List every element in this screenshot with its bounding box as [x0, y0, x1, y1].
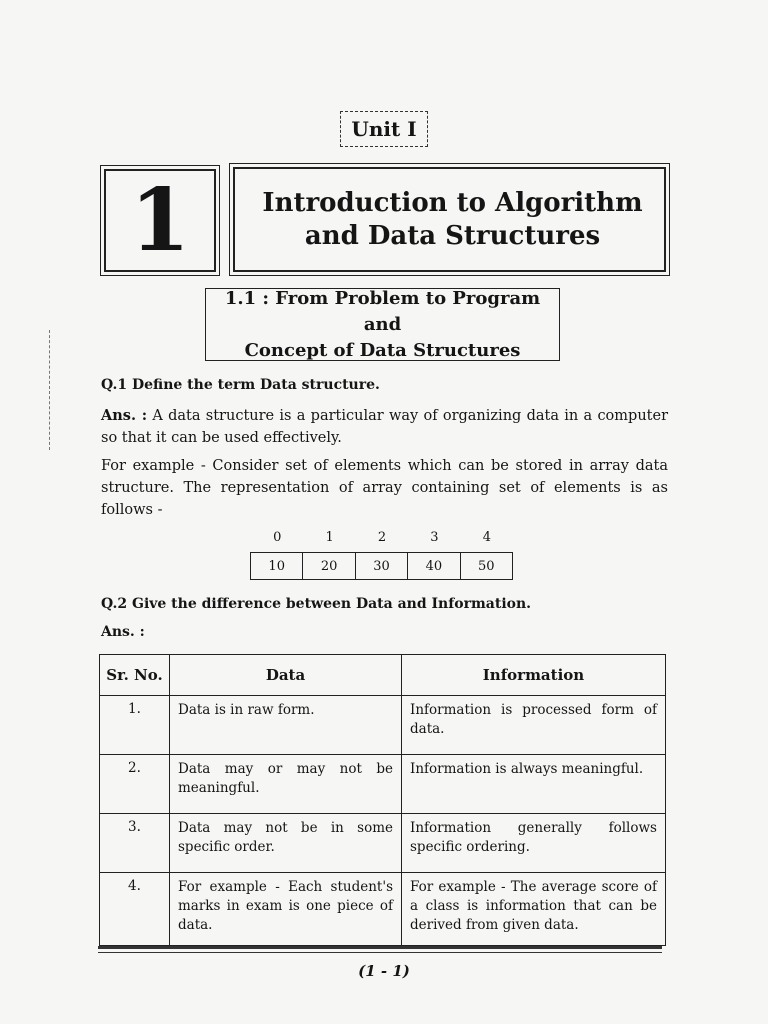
array-index: 3 [430, 530, 439, 545]
sr-no-cell: 2. [100, 755, 170, 814]
unit-label: Unit I [340, 111, 428, 147]
table-header: Sr. No. [100, 655, 170, 696]
array-index: 4 [482, 530, 491, 545]
array-cell: 50 [460, 553, 512, 580]
information-cell: Information is always meaningful. [402, 755, 666, 814]
data-cell: For example - Each student's marks in exam is one piece of data. [170, 873, 402, 946]
information-cell: Information is processed form of data. [402, 696, 666, 755]
chapter-title-line1: Introduction to Algorithm [262, 187, 643, 218]
footer-rule-thin [98, 952, 662, 953]
array-indices [251, 530, 513, 545]
sr-no-cell: 3. [100, 814, 170, 873]
array-index: 1 [325, 530, 334, 545]
array-cell: 20 [303, 553, 355, 580]
footer-rule-thick [98, 946, 662, 949]
section-heading [205, 288, 560, 361]
chapter-title-line2: and Data Structures [304, 220, 601, 251]
example-paragraph: For example - Consider set of elements which can be stored in array data structure. The representation of array containing set of elements is as follows - [101, 458, 668, 518]
chapter-title-box [229, 163, 670, 276]
array-index: 2 [377, 530, 387, 545]
question-2: Q.2 Give the difference between Data and Information. [101, 596, 532, 612]
answer-1-paragraph [101, 405, 668, 449]
section-heading-line2: Concept of Data Structures [244, 339, 521, 361]
table-row [100, 814, 666, 873]
answer-2-label: Ans. : [101, 624, 145, 640]
table-row [100, 755, 666, 814]
array-cell: 10 [251, 553, 303, 580]
information-cell: For example - The average score of a class is information that can be derived from given data. [402, 873, 666, 946]
array-diagram [250, 552, 513, 580]
array-row [251, 553, 513, 580]
sr-no-cell: 4. [100, 873, 170, 946]
table-row [100, 696, 666, 755]
chapter-number: 1 [104, 169, 216, 272]
array-index: 0 [273, 530, 282, 545]
table-row [100, 873, 666, 946]
question-1: Q.1 Define the term Data structure. [101, 377, 380, 393]
comparison-table [99, 654, 666, 946]
chapter-number-box [100, 165, 220, 276]
table-header-row [100, 655, 666, 696]
answer-1-label: Ans. : [101, 407, 148, 424]
array-cell: 40 [408, 553, 460, 580]
answer-1-text: A data structure is a particular way of organizing data in a computer so that it can be used effectively. [101, 408, 668, 446]
data-cell: Data is in raw form. [170, 696, 402, 755]
page-number: (1 - 1) [358, 962, 410, 980]
sr-no-cell: 1. [100, 696, 170, 755]
array-cell: 30 [355, 553, 407, 580]
table-header: Information [402, 655, 666, 696]
chapter-title [233, 167, 666, 272]
table-header: Data [170, 655, 402, 696]
data-cell: Data may or may not be meaningful. [170, 755, 402, 814]
information-cell: Information generally follows specific ordering. [402, 814, 666, 873]
section-heading-line1: 1.1 : From Problem to Program and [224, 287, 541, 335]
data-cell: Data may not be in some specific order. [170, 814, 402, 873]
margin-scan-mark [49, 330, 50, 450]
